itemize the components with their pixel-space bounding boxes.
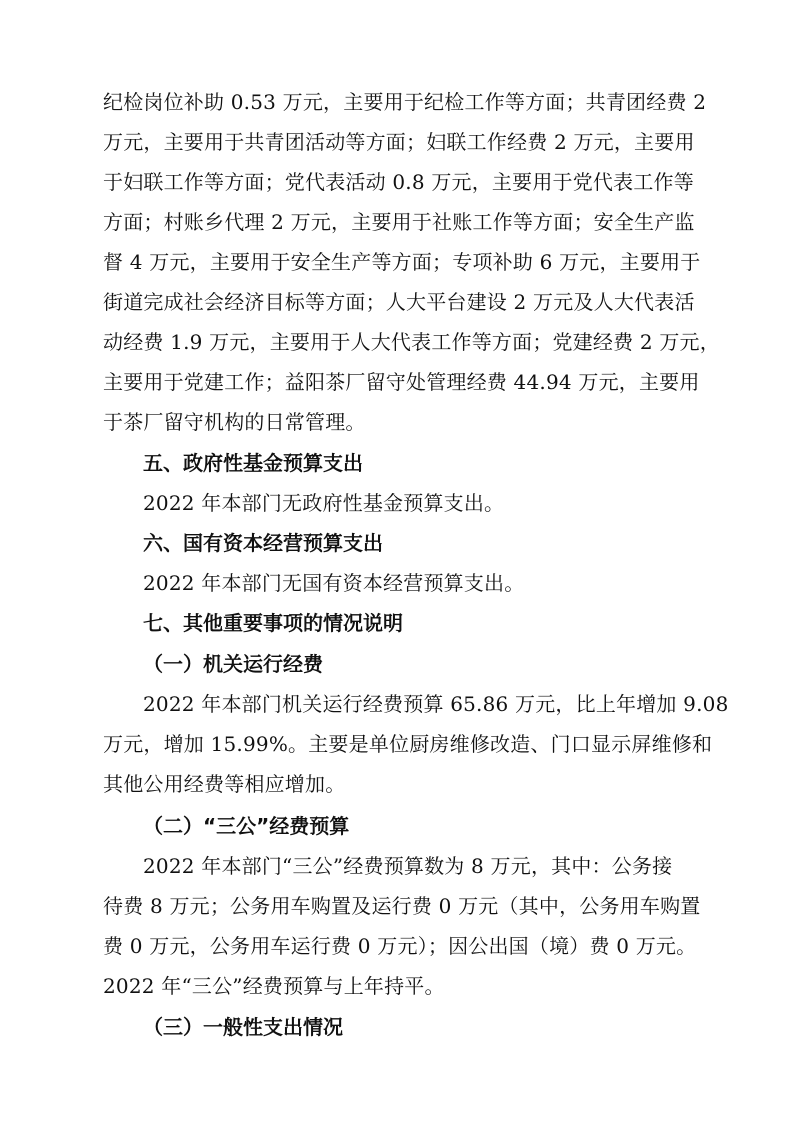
section-line: 2022 年本部门“三公”经费预算数为 8 万元，其中：公务接 — [143, 854, 673, 878]
body-line: 于妇联工作等方面；党代表活动 0.8 万元，主要用于党代表工作等 — [103, 170, 694, 194]
section-line: 待费 8 万元；公务用车购置及运行费 0 万元（其中，公务用车购置 — [103, 894, 701, 918]
section-heading-government-fund: 五、政府性基金预算支出 — [143, 451, 363, 475]
section-line: 2022 年“三公”经费预算与上年持平。 — [103, 974, 445, 998]
body-line: 督 4 万元，主要用于安全生产等方面；专项补助 6 万元，主要用于 — [103, 250, 701, 274]
body-line: 方面；村账乡代理 2 万元，主要用于社账工作等方面；安全生产监 — [103, 210, 695, 234]
body-line: 街道完成社会经济目标等方面；人大平台建设 2 万元及人大代表活 — [103, 290, 695, 314]
subheading-general-expenses: （三）一般性支出情况 — [143, 1015, 343, 1039]
body-line: 于茶厂留守机构的日常管理。 — [103, 410, 366, 434]
body-line: 万元，主要用于共青团活动等方面；妇联工作经费 2 万元，主要用 — [103, 130, 695, 154]
section-line: 2022 年本部门无政府性基金预算支出。 — [143, 491, 505, 515]
section-line: 万元，增加 15.99%。主要是单位厨房维修改造、门口显示屏维修和 — [103, 732, 713, 756]
section-heading-state-capital: 六、国有资本经营预算支出 — [143, 531, 383, 555]
body-line: 主要用于党建工作；益阳茶厂留守处管理经费 44.94 万元，主要用 — [103, 370, 700, 394]
subheading-operating-expenses: （一）机关运行经费 — [143, 652, 323, 676]
section-heading-other-matters: 七、其他重要事项的情况说明 — [143, 611, 403, 635]
body-line: 纪检岗位补助 0.53 万元，主要用于纪检工作等方面；共青团经费 2 — [103, 90, 707, 114]
section-line: 2022 年本部门机关运行经费预算 65.86 万元，比上年增加 9.08 — [143, 692, 729, 716]
body-line: 动经费 1.9 万元，主要用于人大代表工作等方面；党建经费 2 万元， — [103, 330, 720, 354]
section-line: 2022 年本部门无国有资本经营预算支出。 — [143, 571, 525, 595]
subheading-three-public-expenses: （二）“三公”经费预算 — [143, 814, 350, 838]
section-line: 其他公用经费等相应增加。 — [103, 772, 346, 796]
section-line: 费 0 万元，公务用车运行费 0 万元）；因公出国（境）费 0 万元。 — [103, 934, 697, 958]
